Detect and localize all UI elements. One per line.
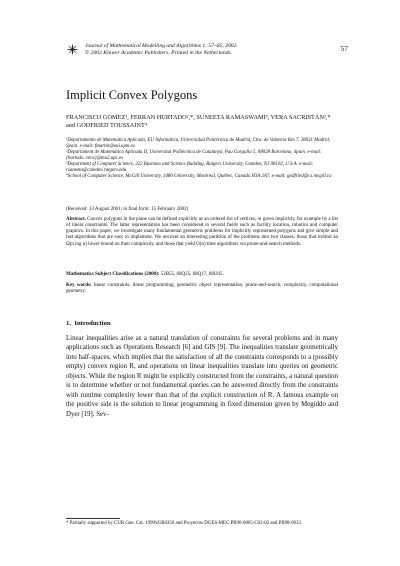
abstract: [66, 217, 338, 248]
footnote: * Partially supported by CUR Gen. Cat. 1999SGR0356 and Proyectos DGES-MEC PB96-0005-C02-02 and PB98-0933.: [66, 521, 303, 526]
affiliation-3: ³Department of Computer Science, 322 Business and Science Building, Rutgers University, Camden, NJ 08102, U.S.A. e-mail: rsuneeta@camden.rutgers.edu: [66, 162, 314, 174]
journal-line-1: Journal of Mathematical Modelling and Algorithms 1: 57–85, 2002.: [85, 43, 238, 49]
received-dates: (Received: 13 August 2001; in final form: 15 February 2002): [66, 207, 189, 212]
publisher-logo-icon: [66, 43, 79, 56]
keywords: [66, 283, 338, 295]
page-number: 57: [340, 44, 348, 53]
author-list: FRANCISCO GÓMEZ¹, FERRAN HURTADO²,*, SUNEETA RAMASWAMI³, VERA SACRISTÁN²,* and GODFRIED TOUSSAINT⁴: [66, 114, 331, 130]
footnote-rule: [66, 518, 120, 519]
section-title: Introduction: [74, 320, 111, 327]
msc-text: 52B55, 68Q25, 68Q17, 68U05.: [160, 272, 224, 277]
affiliation-1: ¹Departamento de Matemática Aplicada, EU Informática, Universidad Politécnica de Madrid, Ctra. de Valencia Km 7, 28031 Madrid, Spain. e-mail: fmartin@eui.upm.es: [66, 138, 331, 150]
body-paragraph: Linear inequalities arise as a natural translation of constraints for several problems and in many applications such as Operations Research [6] and GIS [9]. The inequalities translate geometrically into half-spaces, which implies that the satisfaction of all the constraints corresponds to a (possibly empty) convex region R, and operations on linear inequalities translate into queries on geometric objects. While the region R might be explicitly constructed from the constraints, a natural question is to determine whether or not fundamental queries can be answered directly from the constraints with runtime complexity lower than that of the explicit construction of R. A famous example on the positive side is the solution to linear programming in fixed dimension given by Megiddo and Dyer [19]. Sev-: [66, 335, 338, 418]
affiliation-2: ²Departament de Matemàtica Aplicada II, Universitat Politècnica de Catalunya, Pau Gargallo 5, 08028 Barcelona, Spain. e-mail: {hurtado, vera}@ma2.upc.es: [66, 150, 322, 162]
journal-citation: [85, 43, 238, 57]
keywords-label: Key words:: [66, 283, 92, 288]
paper-title: Implicit Convex Polygons: [66, 88, 198, 102]
subject-classification: [66, 272, 224, 277]
affiliation-4: ⁴School of Computer Science, McGill University, 3480 University, Montréal, Québec, Canada H3A 2A7. e-mail: godfried@cs.mcgill.ca: [66, 174, 332, 180]
keywords-text: linear constraints, linear programming, geometric object representation, prune-and-search, complexity, computational geometry.: [66, 283, 338, 295]
journal-line-2: © 2002 Kluwer Academic Publishers. Printed in the Netherlands.: [85, 50, 233, 56]
abstract-label: Abstract.: [66, 217, 86, 222]
abstract-text: Convex polygons in the plane can be defined explicitly as an ordered list of vertices, or given implicitly, for example by a list of linear constraints. The latter representation has been considered in several fields such as facility location, robotics and computer graphics. In this paper, we investigate many fundamental geometric problems for implicitly represented polygons and give simple and fast algorithms that are easy to implement. We uncover an interesting partition of the problems into two classes: those that exhibit an Ω(n log n) lower bound on their complexity, and those that yield O(n) time algorithms via prune-and-search methods.: [66, 217, 339, 247]
section-heading: [66, 320, 111, 327]
affiliations: [66, 138, 338, 180]
section-number: 1.: [66, 320, 72, 327]
msc-label: Mathematics Subject Classifications (2000):: [66, 272, 160, 277]
